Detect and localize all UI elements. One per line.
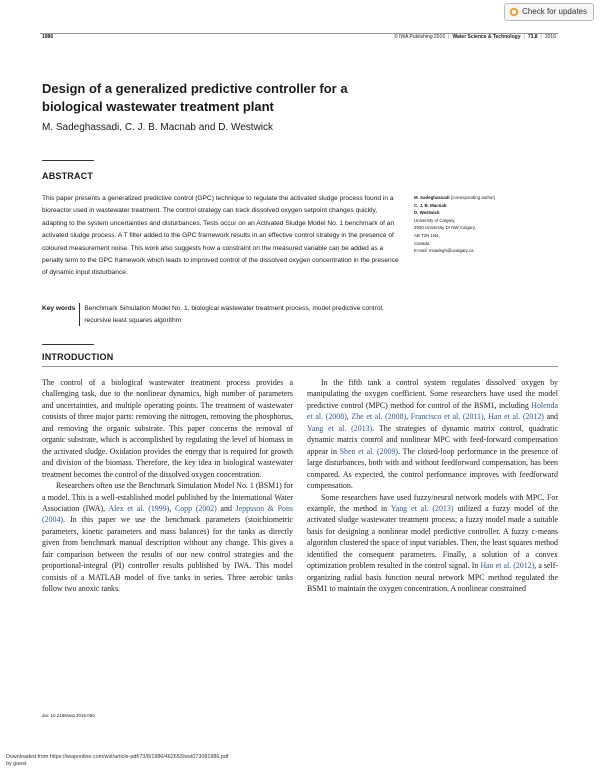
affiliation-author-3: D. Westwick [414,210,440,216]
journal-year: 2016 [544,34,556,40]
citation-link[interactable]: Han et al. (2012) [480,561,535,571]
corresponding-author-note: (corresponding author) [449,195,496,200]
affiliation-postcode: AB T2N 1N4, [414,232,440,238]
affiliation-author-2: C. J. B. Macnab [414,202,447,208]
citation-link[interactable]: Han et al. (2012) [488,412,544,422]
introduction-heading: INTRODUCTION [42,352,114,362]
citation-link[interactable]: Jeppsson & Pons (2004) [42,503,294,525]
header-separator: | [523,34,525,40]
journal-volume: 73.8 [527,34,538,40]
running-header [394,34,556,40]
keywords [42,303,402,326]
download-by: by guest [6,761,27,767]
affiliation-email: E-mail: msadegh@ucalgary.ca [414,248,474,254]
citation-link[interactable]: Holenda et al. (2008) [307,400,558,422]
page-number: 1986 [42,34,54,40]
citation-link[interactable]: Copp (2002) [174,503,217,513]
header-separator: | [448,34,450,40]
affiliation-street: 2500 University Dr NW Calgary, [414,225,476,231]
keywords-label: Key words [42,305,76,312]
citation-link[interactable]: Shen et al. (2009) [339,446,399,456]
citation-link[interactable]: Yang et al. (2013) [390,503,454,513]
download-url: Downloaded from https://iwaponline.com/wst/article-pdf/73/8/1986/462653/wst073081986.pdf [6,754,229,760]
check-updates-icon [509,7,519,17]
paragraph: Some researchers have used fuzzy/neural network models with MPC. For example, the method in Yang et al. (2013) utilized a fuzzy model of the activated sludge wastewater treatment process; a fuzzy model made a suitable basis for designing a nonlinear model predictive controller. A fuzzy c-means algorithm clustered the space of input variables. Then, the least squares method identified the consequent parameters. Finally, a solution of a convex optimization problem resulted in the control signal. In Han et al. (2012), a self-organizing radial basis function neural network MPC method regulated the BSM1 to maintain the oxygen concentration. A nonlinear constrained [307,492,558,594]
citation-link[interactable]: Francisco et al. (2011) [410,412,484,422]
paragraph: Researchers often use the Benchmark Simulation Model No. 1 (BSM1) for a model. This is a well-established model published by the International Water Association (IWA), Alex et al. (1999), Copp (2002) and Jeppsson & Pons (2004). In this paper we use the benchmark parameters (stoichiometric parameters, kinetic parameters and mass balances) for the tanks as directly given from benchmark manual description without any change. This gives a fair comparison between the results of our new control strategies and the proportional-integral (PI) controller results published by IWA. This model consists of a MATLAB model of five tanks in series. Three aerobic tanks follow two anoxic tanks. [42,481,294,594]
author-affiliation [414,194,564,255]
doi: doi: 10.2166/wst.2016.050 [42,713,95,718]
keywords-text: Benchmark Simulation Model No. 1, biological wastewater treatment process, model predictive control, recursive least squares algorithm [79,303,402,326]
abstract-text: This paper presents a generalized predictive control (GPC) technique to regulate the activated sludge process found in a bioreactor used in wastewater treatment. The control strategy can track dissolved oxygen setpoint changes quickly, adapting to the system uncertainties and disturbances. Tests occur on an Activated Sludge Model No. 1 benchmark of an activated sludge process. A T filter added to the GPC framework results in an effective control strategy in the presence of coloured measurement noise. This work also suggests how a constraint on the measured variable can be added as a penalty term to the GPC framework which leads to improved control of the dissolved oxygen concentration in the presence of dynamic input disturbance. [42,195,399,277]
article-authors: M. Sadeghassadi, C. J. B. Macnab and D. Westwick [42,122,274,133]
section-divider [42,366,558,367]
corresponding-author-name: M. Sadeghassadi [414,195,450,200]
body-column-right [307,377,558,595]
article-title: Design of a generalized predictive controller for a biological wastewater treatment plant [42,81,348,114]
publisher: © IWA Publishing 2016 [394,34,446,40]
abstract-heading: ABSTRACT [42,171,94,181]
affiliation-university: University of Calgary, [414,217,456,223]
download-footer [6,754,228,768]
paragraph: In the fifth tank a control system regulates dissolved oxygen by manipulating the oxygen coefficient. Some researchers have used the model predictive control (MPC) method for control of the BSM1, including Holenda et al. (2008), Zhe et al. (2008), Francisco et al. (2011), Han et al. (2012) and Yang et al. (2013). The strategies of dynamic matrix control, quadratic dynamic matrix control and nonlinear MPC with feed-forward compensation appear in Shen et al. (2009). The closed-loop performance in the presence of large disturbances, both with and without feedforward compensation, has been compared. As expected, the control performance improves with feedforward compensation. [307,378,558,491]
abstract-rule [42,160,94,161]
paragraph: The control of a biological wastewater treatment process provides a challenging task, due to the nonlinear dynamics, high number of parameters and uncertainties, and multiple operating points. The treatment of wastewater consists of three major parts: removing the nitrogen, removing the phosphorus, and removing the organic substrate. This paper concerns the removal of organic substrate, which is accomplished by regulating the level of biomass in the activated sludge. Oxidation provides the energy that is required for growth and division of the biomass. Therefore, the key idea in biological wastewater treatment becomes the control of the dissolved oxygen concentration. [42,378,293,479]
journal-name: Water Science & Technology [452,34,521,40]
affiliation-country: Canada [414,240,430,246]
citation-link[interactable]: Zhe et al. (2008) [351,412,407,422]
citation-link[interactable]: Yang et al. (2013) [307,423,373,433]
header-separator: | [540,34,542,40]
check-for-updates-label: Check for updates [522,7,587,16]
introduction-rule [42,344,94,345]
body-column-left [42,377,293,595]
check-for-updates-button[interactable] [504,3,594,21]
citation-link[interactable]: Alex et al. (1999) [108,503,170,513]
